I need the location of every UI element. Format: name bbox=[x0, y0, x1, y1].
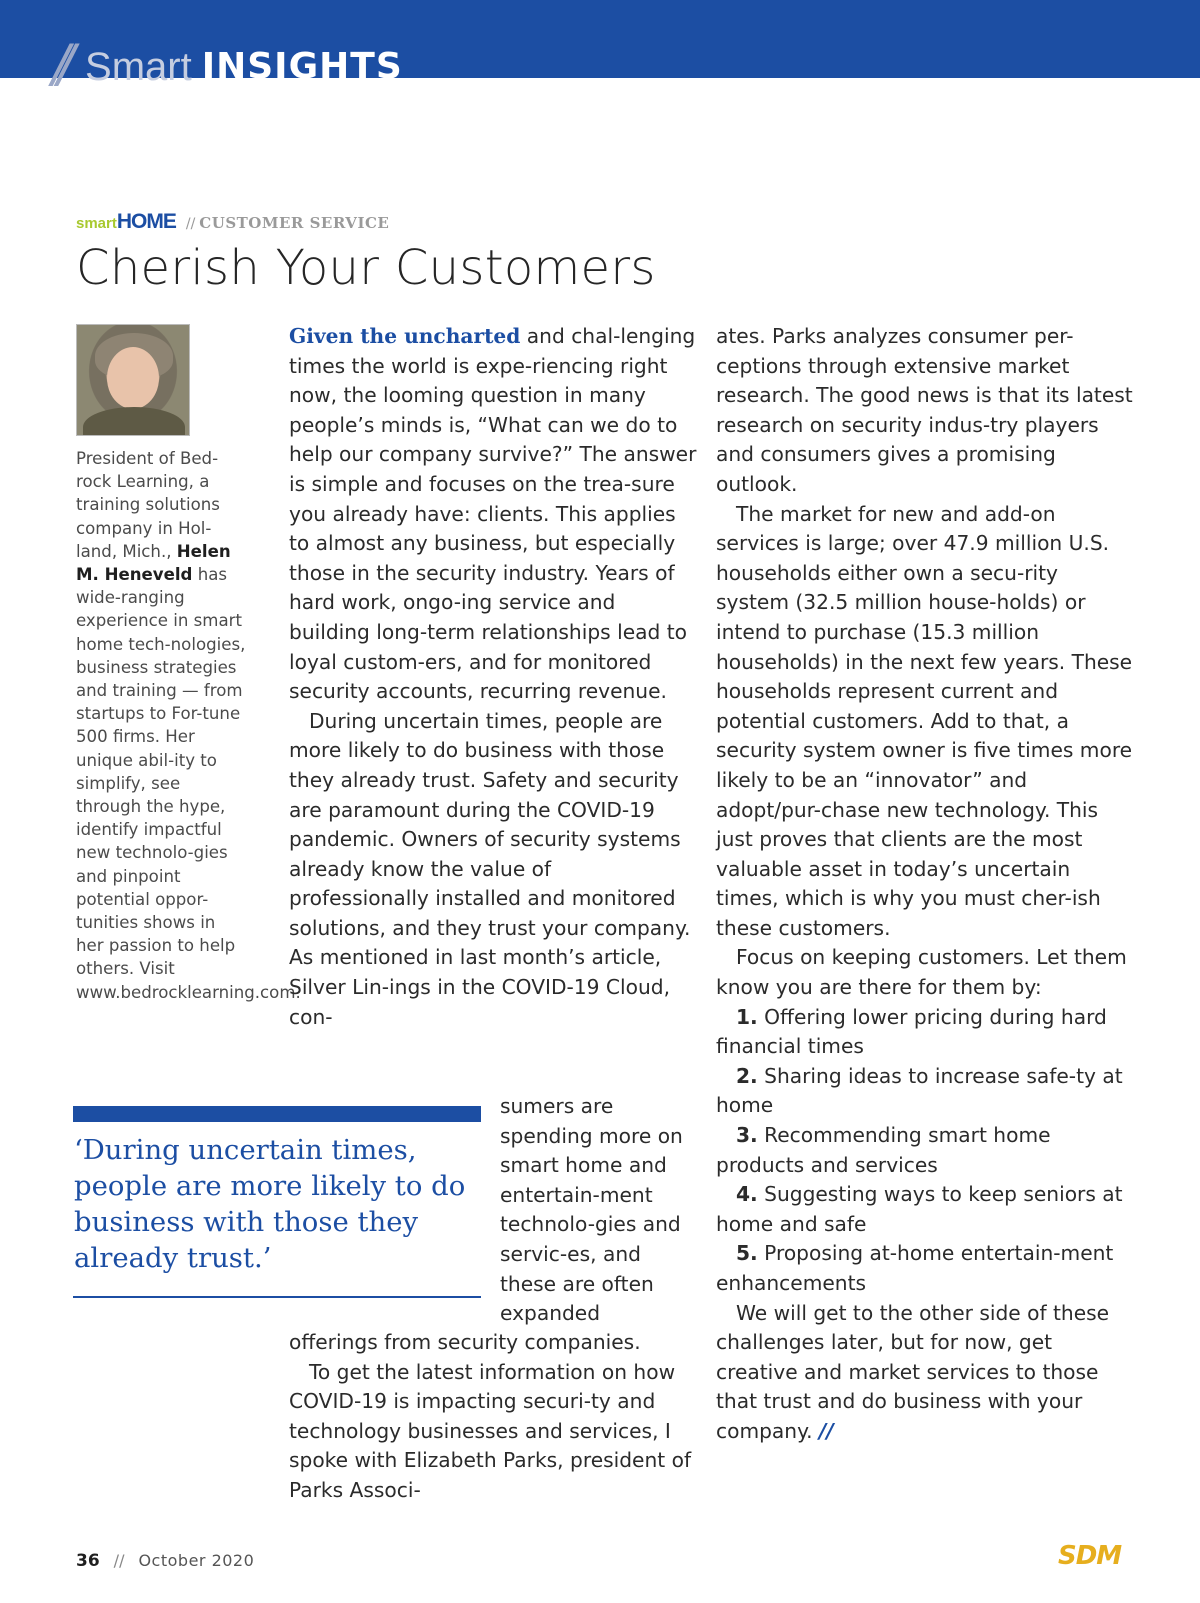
body-paragraph-3-cont: ates. Parks analyzes consumer per-ceptions through extensive market research. The good news is that its latest research on security indus-try players and consumers gives a promising outlook. bbox=[716, 324, 1133, 496]
header-slashes: // bbox=[52, 34, 64, 94]
author-name: Helen M. Heneveld bbox=[76, 541, 231, 585]
list-text: Sharing ideas to increase safe-ty at home bbox=[716, 1063, 1123, 1118]
body-paragraph-2-wrap: sumers are spending more on smart home and entertain-ment technolo-gies and servic-es, and these are often expanded bbox=[500, 1094, 683, 1326]
author-photo bbox=[76, 324, 190, 436]
list-item bbox=[716, 1180, 1134, 1239]
list-number: 4. bbox=[736, 1182, 758, 1207]
body-paragraph-3: To get the latest information on how COVID-19 is impacting securi-ty and technology businesses and services, I spoke with Elizabeth Parks, president of Parks Associ- bbox=[289, 1359, 692, 1502]
list-number: 3. bbox=[736, 1123, 758, 1148]
pull-quote-top-bar bbox=[73, 1106, 481, 1122]
author-bio-after: has wide-ranging experience in smart home tech-nologies, business strategies and training — from startups to For-tune 500 firms. Her unique abil-ity to simplify, see through the hype, identify impactful new technolo-gies and pinpoint potential oppor-tunities shows in her passion to help others. Visit www.bedrocklearning.com. bbox=[76, 565, 301, 1002]
header-smart: Smart bbox=[85, 45, 192, 89]
issue-date: October 2020 bbox=[138, 1551, 255, 1570]
list-text: Proposing at-home entertain-ment enhancements bbox=[716, 1241, 1114, 1295]
lead-in: Given the uncharted bbox=[289, 324, 521, 348]
footer-separator: // bbox=[113, 1551, 125, 1570]
author-bio bbox=[76, 447, 301, 1004]
article-title: Cherish Your Customers bbox=[76, 240, 656, 296]
pull-quote: ‘During uncertain times, people are more likely to do business with those they already trust.’ bbox=[74, 1134, 466, 1274]
header-title bbox=[52, 36, 403, 92]
smarthome-logo-home: HOME bbox=[116, 210, 176, 233]
body-column-middle bbox=[289, 322, 697, 1032]
list-text: Recommending smart home products and services bbox=[716, 1123, 1051, 1177]
body-paragraph-2: During uncertain times, people are more likely to do business with those they already trust. Safety and security are paramount during the COVID-19 pandemic. Owners of security systems already know the value of professionally installed and monitored solutions, and they trust your company. As mentioned in last month’s article, Silver Lin-ings in the COVID-19 Cloud, con- bbox=[289, 708, 691, 1029]
end-mark: // bbox=[819, 1418, 834, 1443]
sdm-logo: SDM bbox=[1058, 1541, 1122, 1571]
list-number: 1. bbox=[736, 1004, 758, 1029]
section-separator: // bbox=[185, 216, 196, 232]
smarthome-logo-smart: smart bbox=[76, 215, 117, 232]
header-insights: INSIGHTS bbox=[201, 46, 403, 87]
list-item bbox=[716, 1121, 1134, 1180]
list-text: Offering lower pricing during hard financial times bbox=[716, 1004, 1107, 1059]
list-item bbox=[716, 1239, 1134, 1298]
body-p6-text: We will get to the other side of these challenges later, but for now, get creative and market services to those that trust and do business with your company. bbox=[716, 1300, 1110, 1443]
body-paragraph-5: Focus on keeping customers. Let them know you are there for them by: bbox=[716, 945, 1127, 1000]
body-column-middle-wrap bbox=[500, 1092, 700, 1329]
page-footer bbox=[76, 1551, 254, 1571]
list-item bbox=[716, 1062, 1134, 1121]
list-number: 2. bbox=[736, 1063, 758, 1088]
body-column-right bbox=[716, 322, 1134, 1447]
author-bio-before: President of Bed-rock Learning, a training solutions company in Hol-land, Mich., bbox=[76, 449, 220, 561]
body-column-middle-bottom bbox=[289, 1328, 699, 1506]
list-number: 5. bbox=[736, 1241, 758, 1266]
body-paragraph-1 bbox=[289, 322, 697, 707]
page-number: 36 bbox=[76, 1551, 100, 1571]
pull-quote-bottom-rule bbox=[73, 1296, 481, 1298]
body-paragraph-2-end: offerings from security companies. bbox=[289, 1330, 641, 1354]
section-tag bbox=[76, 210, 389, 234]
list-item bbox=[716, 1003, 1134, 1062]
body-paragraph-6 bbox=[716, 1299, 1134, 1447]
body-paragraph-4: The market for new and add-on services is large; over 47.9 million U.S. households either own a secu-rity system (32.5 million house-holds) or intend to purchase (15.3 million households) in the next few years. These households represent current and potential customers. Add to that, a security system owner is five times more likely to be an “innovator” and adopt/pur-chase new technology. This just proves that clients are the most valuable asset in today’s uncertain times, which is why you must cher-ish these customers. bbox=[716, 501, 1133, 940]
section-label: CUSTOMER SERVICE bbox=[199, 214, 390, 232]
list-text: Suggesting ways to keep seniors at home and safe bbox=[716, 1182, 1123, 1236]
body-p1-text: and chal-lenging times the world is expe-riencing right now, the looming question in many people’s minds is, “What can we do to help our company survive?” The answer is simple and focuses on the trea-sure you already have: clients. This applies to almost any business, but especially those in the security industry. Years of hard work, ongo-ing service and building long-term relationships lead to loyal custom-ers, and for monitored security accounts, recurring revenue. bbox=[289, 324, 697, 704]
